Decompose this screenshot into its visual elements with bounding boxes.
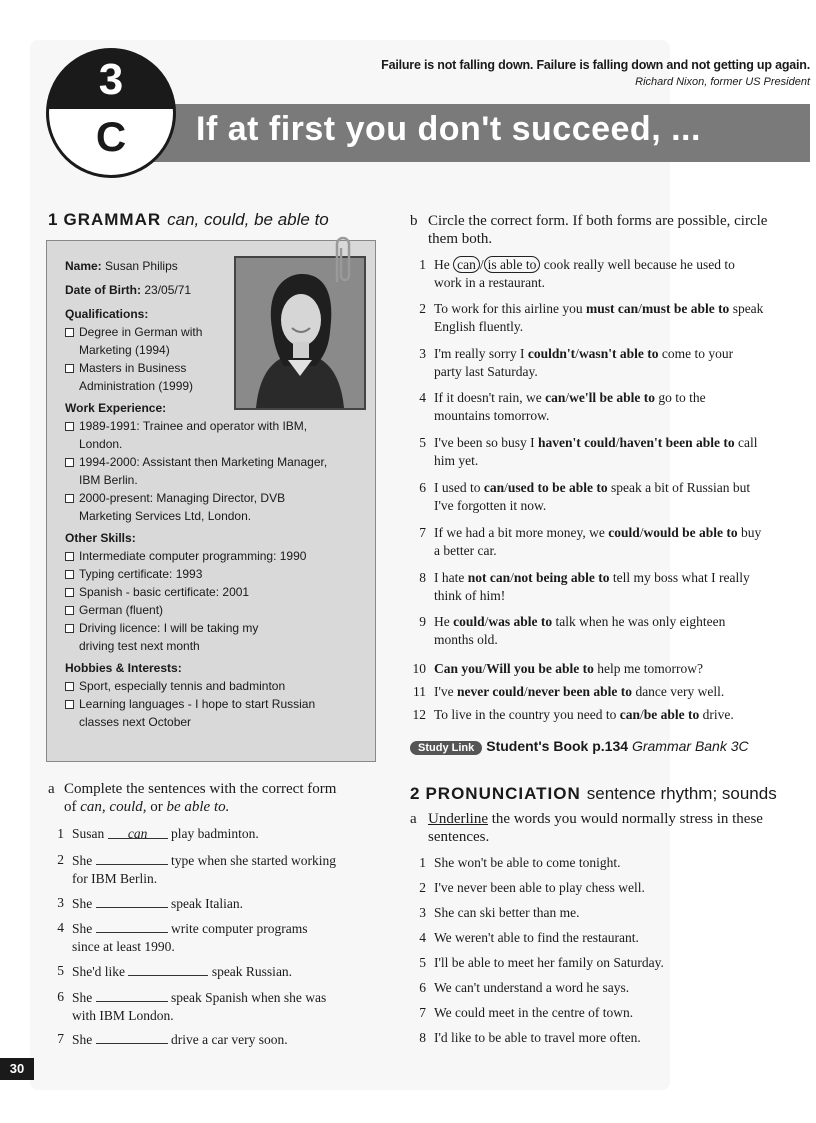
option-separator: / — [482, 661, 487, 676]
option-b[interactable]: not being able to — [513, 570, 610, 585]
option-a[interactable]: not can — [467, 570, 511, 585]
cv-skill: German (fluent) — [65, 601, 365, 619]
exercise-a — [48, 780, 378, 816]
section-title: GRAMMAR — [63, 210, 162, 229]
option-separator: / — [638, 301, 642, 316]
item-post: tell my boss what I really — [612, 570, 750, 585]
quote-text: Failure is not falling down. Failure is falling down and not getting up again. — [381, 58, 810, 72]
instruction-line2: them both. — [428, 231, 493, 247]
item-number: 4 — [57, 920, 64, 935]
item-pre: He — [434, 614, 450, 629]
option-a[interactable]: can — [545, 390, 566, 405]
option-a[interactable]: couldn't — [527, 346, 576, 361]
item-number: 12 — [412, 707, 426, 722]
item-text — [72, 1030, 288, 1049]
item-text — [72, 851, 336, 888]
cv-work-cont: Marketing Services Ltd, London. — [79, 509, 252, 523]
cv-dob-value: 23/05/71 — [144, 283, 192, 297]
item-text — [72, 825, 259, 843]
cv-hobbies-label: Hobbies & Interests: — [65, 661, 182, 675]
cv-work-label: Work Experience: — [65, 401, 167, 415]
exercise-a-instruction — [64, 780, 378, 816]
item-text — [434, 683, 810, 701]
option-b[interactable]: haven't been able to — [619, 435, 735, 450]
answer-gap[interactable] — [96, 1030, 168, 1044]
item-pre: I hate — [434, 570, 465, 585]
option-a[interactable]: can — [619, 707, 641, 722]
option-b[interactable]: be able to — [643, 707, 700, 722]
option-b[interactable]: was able to — [488, 614, 553, 629]
item-pre: If we had a bit more money, we — [434, 525, 605, 540]
item-number: 4 — [419, 930, 426, 945]
item-text — [434, 256, 810, 292]
item-post: type when she started working — [171, 853, 336, 868]
grammar-heading — [48, 210, 329, 230]
item-number: 3 — [419, 905, 426, 920]
cv-name-value: Susan Philips — [105, 259, 178, 273]
item-number: 5 — [419, 955, 426, 970]
exercise-letter: b — [410, 213, 418, 229]
item-text — [72, 988, 326, 1025]
instr-forms: can, could, — [80, 799, 147, 815]
section-number: 2 — [410, 784, 420, 803]
cv-qualification-cont: Marketing (1994) — [79, 343, 170, 357]
header-quote — [290, 58, 810, 88]
item-post: go to the — [658, 390, 706, 405]
page-number: 30 — [0, 1058, 34, 1080]
item-pre: She — [72, 896, 93, 911]
item-number: 7 — [57, 1031, 64, 1046]
item-pre: I've — [434, 684, 454, 699]
answer-gap[interactable] — [96, 919, 168, 933]
cv-skill: Intermediate computer programming: 1990 — [65, 547, 365, 565]
item-number: 2 — [57, 852, 64, 867]
item-number: 5 — [419, 435, 426, 450]
cv-work-item: 1989-1991: Trainee and operator with IBM, — [65, 417, 365, 435]
option-separator: / — [575, 346, 579, 361]
item-pre: She — [72, 853, 93, 868]
item-number: 10 — [412, 661, 426, 676]
item-number: 7 — [419, 1005, 426, 1020]
option-separator: / — [615, 435, 620, 450]
item-cont: English fluently. — [434, 319, 524, 334]
option-b[interactable]: we'll be able to — [569, 390, 656, 405]
item-post: speak — [732, 301, 764, 316]
item-post: cook really well because he used to — [543, 257, 735, 272]
item-number: 8 — [419, 570, 426, 585]
answer-gap[interactable] — [96, 988, 168, 1002]
item-text — [434, 345, 810, 381]
item-post: buy — [741, 525, 762, 540]
option-separator: / — [504, 480, 508, 495]
item-cont: work in a restaurant. — [434, 275, 545, 290]
item-pre: If it doesn't rain, we — [434, 390, 542, 405]
section-title: PRONUNCIATION — [425, 784, 581, 803]
answer-gap[interactable]: can — [108, 825, 168, 839]
item-cont: a better car. — [434, 543, 497, 558]
item-post: drive a car very soon. — [171, 1032, 288, 1047]
item-cont: think of him! — [434, 588, 506, 603]
cv-skill: Driving licence: I will be taking my — [65, 619, 365, 637]
item-pre: I used to — [434, 480, 481, 495]
item-post: talk when he was only eighteen — [555, 614, 726, 629]
cv-work-item: 2000-present: Managing Director, DVB — [65, 489, 365, 507]
cv-work-cont: London. — [79, 437, 123, 451]
cv-name-label: Name: — [65, 259, 102, 273]
cv-hobby-cont: classes next October — [79, 715, 192, 729]
section-number: 1 — [48, 210, 58, 229]
page-title: If at first you don't succeed, ... — [196, 110, 701, 148]
item-cont: I've forgotten it now. — [434, 498, 547, 513]
item-sentence[interactable]: We weren't able to find the restaurant. — [434, 930, 639, 945]
option-separator: / — [479, 257, 484, 272]
item-number: 2 — [419, 880, 426, 895]
cv-hobby: Sport, especially tennis and badminton — [65, 677, 365, 695]
cv-work-cont: IBM Berlin. — [79, 473, 138, 487]
item-number: 11 — [413, 684, 426, 699]
option-b[interactable]: never been able to — [527, 684, 633, 699]
cv-skill: Spanish - basic certificate: 2001 — [65, 583, 365, 601]
item-post: speak a bit of Russian but — [611, 480, 751, 495]
exercise-letter: a — [410, 811, 417, 827]
item-pre: I've been so busy I — [434, 435, 535, 450]
option-a[interactable]: could — [453, 614, 485, 629]
cv-qualification: Masters in Business — [65, 359, 365, 377]
option-b[interactable]: is able to — [484, 256, 541, 273]
cv-qualification: Degree in German with — [65, 323, 365, 341]
item-cont: since at least 1990. — [72, 939, 175, 954]
item-text — [434, 479, 810, 515]
exercise-b — [410, 212, 810, 248]
pronunciation-instruction — [428, 810, 810, 846]
item-post: speak Italian. — [171, 896, 243, 911]
section-topic: sentence rhythm; sounds — [586, 784, 777, 803]
instr-or: or — [150, 799, 163, 815]
item-sentence[interactable]: She won't be able to come tonight. — [434, 855, 621, 870]
paperclip-icon — [330, 232, 356, 288]
item-number: 1 — [419, 855, 426, 870]
item-sentence[interactable]: I'll be able to meet her family on Saturday. — [434, 955, 664, 970]
item-text — [72, 894, 243, 913]
option-a[interactable]: can — [483, 480, 505, 495]
option-separator: / — [565, 390, 570, 405]
item-pre: He — [434, 257, 450, 272]
option-a[interactable]: must can — [586, 301, 639, 316]
instr-underline: Underline — [428, 811, 488, 827]
item-text — [434, 613, 810, 649]
item-text — [434, 706, 810, 724]
study-link — [410, 738, 749, 755]
option-separator: / — [484, 614, 489, 629]
item-post: dance very well. — [635, 684, 725, 699]
option-b[interactable]: used to be able to — [507, 480, 608, 495]
pronunciation-exercise-a — [410, 810, 810, 846]
item-sentence[interactable]: We can't understand a word he says. — [434, 980, 630, 995]
instr-rest: the words you would normally stress in these — [491, 811, 763, 827]
item-text — [434, 300, 810, 336]
item-pre: She — [72, 921, 93, 936]
study-link-book: Student's Book p.134 — [486, 738, 629, 754]
item-post: call — [737, 435, 758, 450]
item-post: help me tomorrow? — [597, 661, 704, 676]
option-a[interactable]: haven't could — [538, 435, 616, 450]
item-pre: She — [72, 990, 93, 1005]
cv-skill: Typing certificate: 1993 — [65, 565, 365, 583]
instruction-line1 — [428, 810, 810, 828]
item-number: 3 — [419, 346, 426, 361]
item-cont: party last Saturday. — [434, 364, 538, 379]
item-pre: She — [72, 1032, 93, 1047]
item-text — [434, 569, 810, 605]
answer-gap[interactable] — [96, 894, 168, 908]
instruction-line1: Complete the sentences with the correct form — [64, 781, 337, 797]
item-number: 6 — [419, 480, 426, 495]
option-b[interactable]: must be able to — [641, 301, 730, 316]
item-text — [72, 962, 292, 981]
item-cont: months old. — [434, 632, 498, 647]
option-b[interactable]: wasn't able to — [578, 346, 659, 361]
option-separator: / — [523, 684, 528, 699]
option-a[interactable]: never could — [457, 684, 524, 699]
item-pre: I'm really sorry I — [434, 346, 525, 361]
instruction-line1: Circle the correct form. If both forms are possible, circle — [428, 213, 768, 229]
cv-hobby: Learning languages - I hope to start Russian — [65, 695, 365, 713]
item-pre: She'd like — [72, 964, 126, 979]
item-number: 9 — [419, 614, 426, 629]
option-separator: / — [640, 707, 644, 722]
item-sentence[interactable]: We could meet in the centre of town. — [434, 1005, 634, 1020]
option-a[interactable]: can — [453, 256, 480, 273]
unit-letter: C — [95, 113, 127, 160]
answer-gap[interactable] — [128, 962, 208, 976]
item-cont: with IBM London. — [72, 1008, 174, 1023]
item-post: come to your — [661, 346, 734, 361]
cv-qualification-cont: Administration (1999) — [79, 379, 194, 393]
item-pre: To live in the country you need to — [434, 707, 617, 722]
item-sentence[interactable]: She can ski better than me. — [434, 905, 580, 920]
option-separator: / — [639, 525, 644, 540]
option-b[interactable]: would be able to — [643, 525, 738, 540]
item-pre: Susan — [72, 826, 105, 841]
item-number: 1 — [419, 257, 426, 272]
cv-dob-label: Date of Birth: — [65, 283, 141, 297]
study-link-bank: Grammar Bank 3C — [631, 738, 749, 754]
instr-last: be able to. — [166, 799, 230, 815]
item-text — [72, 919, 307, 956]
item-number: 1 — [57, 826, 64, 841]
exercise-letter: a — [48, 781, 55, 797]
item-number: 5 — [57, 963, 64, 978]
instruction-line2: sentences. — [428, 829, 490, 845]
option-a[interactable]: could — [608, 525, 640, 540]
item-number: 3 — [57, 895, 64, 910]
item-number: 2 — [419, 301, 426, 316]
section-topic: can, could, be able to — [167, 210, 329, 229]
cv-work-item: 1994-2000: Assistant then Marketing Manager, — [65, 453, 365, 471]
item-post: speak Russian. — [211, 964, 293, 979]
unit-number: 3 — [98, 55, 124, 104]
pronunciation-heading — [410, 784, 777, 804]
item-text — [434, 389, 810, 425]
item-sentence[interactable]: I've never been able to play chess well. — [434, 880, 645, 895]
option-b[interactable]: Will you be able to — [486, 661, 594, 676]
item-text — [434, 524, 810, 560]
item-number: 6 — [419, 980, 426, 995]
cv-qualifications-label: Qualifications: — [65, 307, 149, 321]
cv-skills-label: Other Skills: — [65, 531, 136, 545]
item-sentence[interactable]: I'd like to be able to travel more often. — [434, 1030, 641, 1045]
instr-of: of — [64, 799, 77, 815]
item-post: drive. — [702, 707, 734, 722]
exercise-b-instruction — [428, 212, 810, 248]
item-post: play badminton. — [171, 826, 259, 841]
item-number: 8 — [419, 1030, 426, 1045]
item-number: 7 — [419, 525, 426, 540]
instruction-line2 — [64, 798, 378, 816]
item-cont: for IBM Berlin. — [72, 871, 158, 886]
item-post: write computer programs — [171, 921, 308, 936]
item-cont: him yet. — [434, 453, 479, 468]
item-pre: To work for this airline you — [434, 301, 583, 316]
cv-skill-cont: driving test next month — [79, 639, 200, 653]
quote-author: Richard Nixon, former US President — [635, 76, 810, 88]
option-a[interactable]: Can you — [434, 661, 483, 676]
answer-gap[interactable] — [96, 851, 168, 865]
option-separator: / — [510, 570, 514, 585]
item-cont: mountains tomorrow. — [434, 408, 550, 423]
item-text — [434, 660, 810, 678]
item-text — [434, 434, 810, 470]
item-post: speak Spanish when she was — [171, 990, 327, 1005]
unit-badge — [46, 48, 176, 178]
item-number: 6 — [57, 989, 64, 1004]
study-link-pill: Study Link — [410, 741, 482, 755]
item-number: 4 — [419, 390, 426, 405]
